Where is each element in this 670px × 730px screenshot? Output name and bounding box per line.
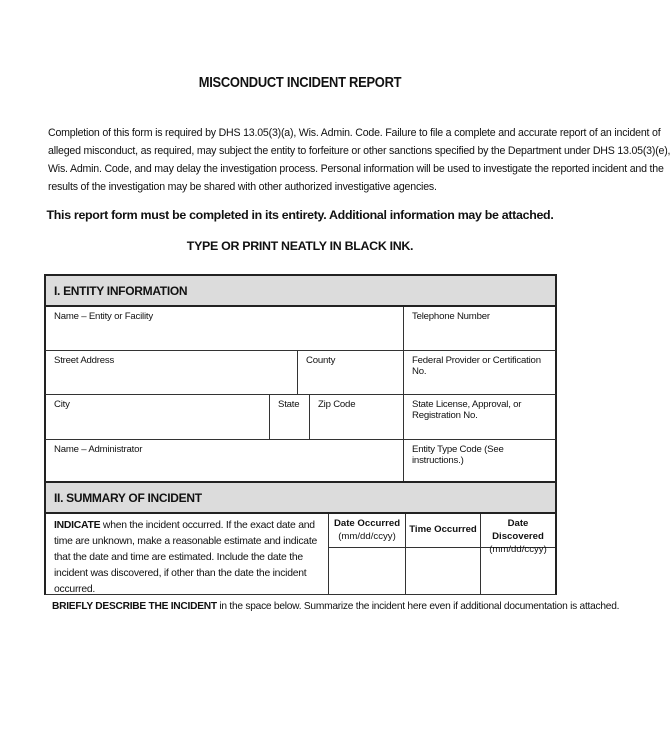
date-discovered-label: Date Discovered bbox=[492, 518, 544, 542]
brief-description-row bbox=[44, 595, 620, 621]
indicate-bold: INDICATE bbox=[54, 520, 101, 531]
zip-code-field[interactable] bbox=[310, 395, 404, 439]
field-label: Telephone Number bbox=[412, 311, 490, 322]
license-number-field[interactable] bbox=[404, 395, 555, 439]
indicate-instructions bbox=[54, 518, 329, 598]
field-label: Name – Entity or Facility bbox=[54, 311, 153, 322]
field-label: Name – Administrator bbox=[54, 444, 143, 455]
entity-type-code-field[interactable] bbox=[404, 440, 555, 481]
type-print-note: TYPE OR PRINT NEATLY IN BLACK INK. bbox=[186, 239, 414, 253]
intro-line: alleged misconduct, as required, may subject the entity to forfeiture or other sanctions specified by the Department under DHS 13.05(3)(e), bbox=[48, 145, 670, 157]
section-heading-entity: I. ENTITY INFORMATION bbox=[44, 276, 557, 307]
provider-number-field[interactable] bbox=[404, 351, 555, 394]
city-field[interactable] bbox=[46, 395, 270, 439]
intro-paragraph bbox=[48, 124, 670, 196]
time-occurred-header bbox=[406, 514, 480, 548]
date-discovered-header bbox=[481, 514, 555, 555]
field-label: County bbox=[306, 355, 336, 366]
intro-line: Wis. Admin. Code, and may delay the investigation process. Personal information will be used to investigate the reported incident and the bbox=[48, 163, 664, 175]
time-occurred-label: Time Occurred bbox=[409, 524, 477, 535]
brief-text: in the space below. Summarize the incident here even if additional documentation is attached. bbox=[216, 601, 620, 612]
field-label: State bbox=[278, 399, 300, 410]
form-row bbox=[44, 307, 557, 351]
field-label: Zip Code bbox=[318, 399, 356, 410]
section-heading-summary: II. SUMMARY OF INCIDENT bbox=[44, 483, 557, 514]
field-label: Entity Type Code (See instructions.) bbox=[412, 444, 504, 466]
page-title: MISCONDUCT INCIDENT REPORT bbox=[198, 74, 402, 91]
name-entity-field[interactable] bbox=[46, 307, 404, 350]
form-row bbox=[44, 351, 557, 395]
field-label: Street Address bbox=[54, 355, 115, 366]
date-occurred-column bbox=[328, 514, 405, 594]
report-form bbox=[44, 274, 620, 621]
brief-description-instructions bbox=[52, 601, 619, 612]
entirety-note: This report form must be completed in its entirety. Additional information may be attached. bbox=[46, 208, 554, 222]
form-row bbox=[44, 440, 557, 483]
incident-timing-row bbox=[44, 514, 557, 595]
intro-line: results of the investigation may be shared with other authorized investigative agencies. bbox=[48, 181, 437, 193]
date-occurred-input[interactable] bbox=[329, 548, 405, 593]
street-address-field[interactable] bbox=[46, 351, 298, 394]
form-row bbox=[44, 395, 557, 440]
time-occurred-column bbox=[405, 514, 480, 594]
date-format-hint: (mm/dd/ccyy) bbox=[489, 544, 547, 555]
field-label: State License, Approval, or Registration No. bbox=[412, 399, 522, 421]
telephone-field[interactable] bbox=[404, 307, 555, 350]
field-label: Federal Provider or Certification No. bbox=[412, 355, 541, 377]
administrator-field[interactable] bbox=[46, 440, 404, 481]
time-occurred-input[interactable] bbox=[406, 548, 480, 593]
date-format-hint: (mm/dd/ccyy) bbox=[338, 531, 396, 542]
brief-bold: BRIEFLY DESCRIBE THE INCIDENT bbox=[52, 601, 217, 612]
date-occurred-header bbox=[329, 514, 405, 548]
date-discovered-column bbox=[480, 514, 555, 594]
date-occurred-label: Date Occurred bbox=[333, 518, 401, 529]
county-field[interactable] bbox=[298, 351, 404, 394]
intro-line: Completion of this form is required by DHS 13.05(3)(a), Wis. Admin. Code. Failure to file a complete and accurate report of an incident of bbox=[48, 127, 661, 139]
indicate-text: when the incident occurred. If the exact date and time are unknown, make a reasonable estimate and indicate that the date and time are estimated. Include the date the incident was discovered, if other than the date the incident occurred. bbox=[54, 520, 317, 595]
field-label: City bbox=[54, 399, 70, 410]
state-field[interactable] bbox=[270, 395, 310, 439]
